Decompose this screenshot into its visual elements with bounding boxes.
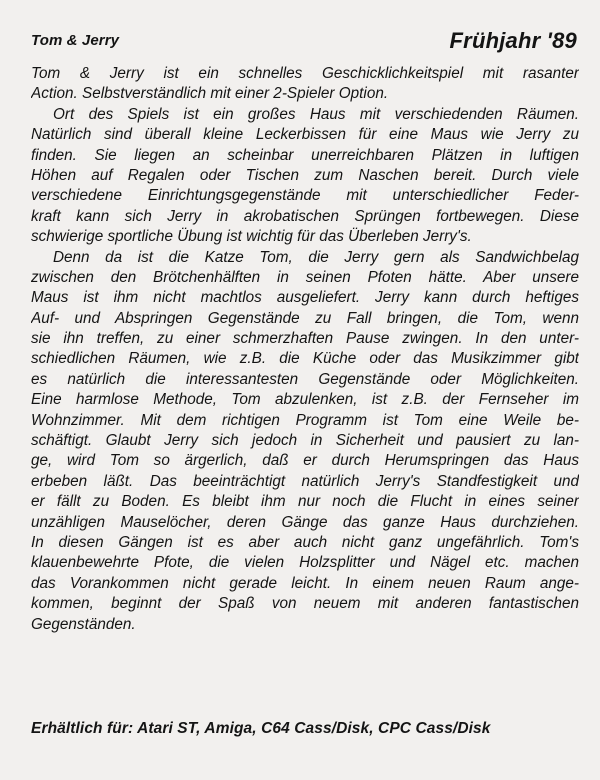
article-line: zwischen den Brötchenhälften in seinen Pfoten hätte. Aber unsere (31, 268, 579, 286)
article-line: es natürlich die interessantesten Gegenstände oder Möglichkeiten. (31, 370, 579, 388)
article-line: ge, wird Tom so ärgerlich, daß er durch Herumspringen das Haus (31, 452, 579, 470)
article-line: Gegenständen. (31, 615, 136, 633)
article-line: schäftigt. Glaubt Jerry sich jedoch in Sicherheit und pausiert zu lan- (31, 432, 579, 450)
article-line: schiedlichen Räumen, wie z.B. die Küche oder das Musikzimmer gibt (31, 350, 579, 368)
article-line: erbeben läßt. Das beeinträchtigt natürlich Jerry's Standfestigkeit und (31, 472, 579, 490)
article-line: er fällt zu Boden. Es bleibt ihm nur noch die Flucht in eines seiner (31, 493, 579, 511)
availability-note: Erhältlich für: Atari ST, Amiga, C64 Cass/Disk, CPC Cass/Disk (31, 720, 491, 737)
article-line: verschiedene Einrichtungsgegenstände mit unterschiedlicher Feder- (31, 187, 579, 205)
article-line: das Vorankommen nicht gerade leicht. In einem neuen Raum ange- (31, 574, 579, 592)
article-line: Eine harmlose Methode, Tom abzulenken, ist z.B. der Fernseher im (31, 391, 579, 409)
article-line: Tom & Jerry ist ein schnelles Geschicklichkeitspiel mit rasanter (31, 65, 579, 82)
article-line: Auf- und Abspringen Gegenstände zu Fall bringen, die Tom, wenn (31, 309, 579, 327)
article-line: Denn da ist die Katze Tom, die Jerry gern als Sandwichbelag (53, 248, 579, 266)
article-line: klauenbewehrte Pfote, die vielen Holzsplitter und Nägel etc. machen (31, 554, 579, 572)
article-line: sie ihn treffen, zu einer schmerzhaften Pause zwingen. In den unter- (31, 330, 579, 348)
article-line: Wohnzimmer. Mit dem richtigen Programm ist Tom eine Weile be- (31, 411, 579, 429)
article-line: Action. Selbstverständlich mit einer 2-Spieler Option. (31, 85, 389, 103)
article-line: kommen, beginnt der Spaß von neuem mit anderen fantastischen (31, 595, 579, 613)
article-line: Maus ist ihm nicht machtlos ausgeliefert. Jerry kann durch heftiges (31, 289, 579, 307)
article-line: kraft kann sich Jerry in akrobatischen Sprüngen fortbewegen. Diese (31, 207, 579, 225)
article-line: schwierige sportliche Übung ist wichtig für das Überleben Jerry's. (31, 228, 472, 246)
issue-label: Frühjahr '89 (449, 28, 577, 53)
article-line: Höhen auf Regalen oder Tischen zum Naschen bereit. Durch viele (31, 166, 579, 184)
article-line: finden. Sie liegen an scheinbar unerreichbaren Plätzen in luftigen (31, 146, 579, 164)
article-line: In diesen Gängen ist es aber auch nicht ganz ungefährlich. Tom's (31, 533, 579, 551)
article-line: Natürlich sind überall kleine Leckerbissen für eine Maus wie Jerry zu (31, 126, 579, 144)
article-line: Ort des Spiels ist ein großes Haus mit verschiedenden Räumen. (53, 105, 579, 123)
article-body (31, 64, 579, 635)
game-title: Tom & Jerry (31, 32, 120, 49)
article-line: unzähligen Mauselöcher, deren Gänge das ganze Haus durchziehen. (31, 513, 579, 531)
